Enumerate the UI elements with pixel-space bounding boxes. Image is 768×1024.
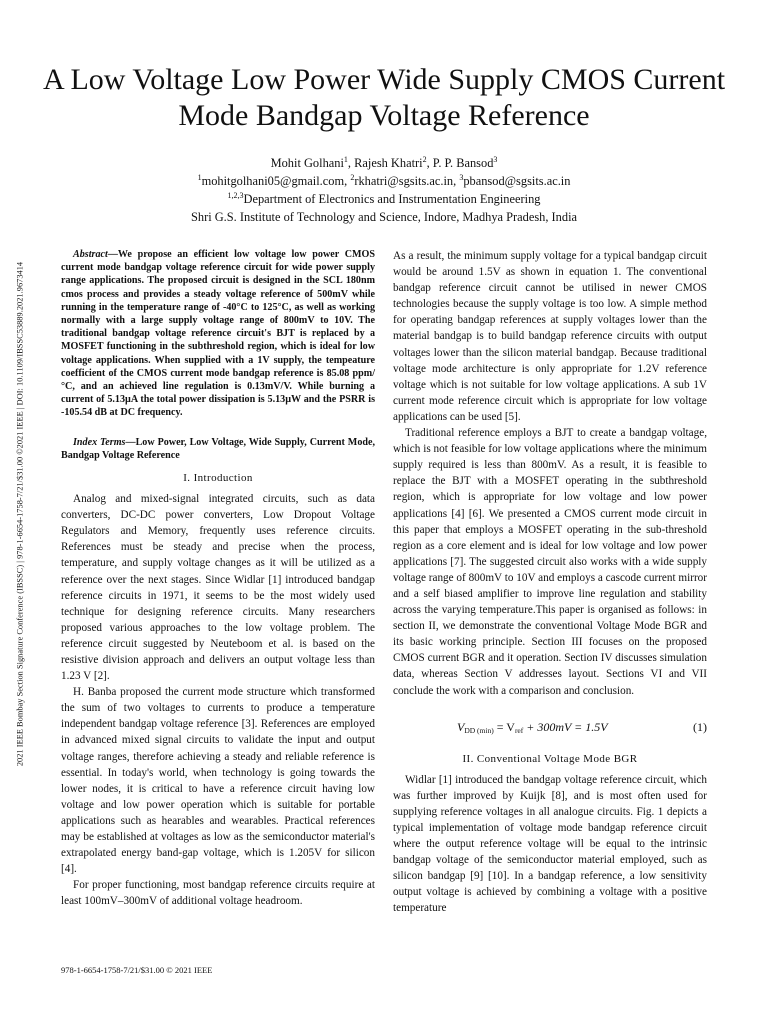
equation-number: (1) — [693, 719, 707, 734]
author-institute: Shri G.S. Institute of Technology and Science, Indore, Madhya Pradesh, India — [190, 210, 578, 224]
index-terms-text: —Low Power, Low Voltage, Wide Supply, Current Mode, Bandgap Voltage Reference — [61, 436, 375, 461]
eq-rest: + 300mV = 1.5V — [523, 719, 608, 734]
left-column — [61, 248, 375, 909]
email-3: pbansod@sgsits.ac.in — [463, 174, 571, 188]
affiliation-sup: 1,2,3 — [227, 191, 244, 200]
author-2: Rajesh Khatri — [354, 156, 423, 170]
eq-symbol-vdd: V — [457, 719, 465, 734]
section-heading-conventional-bgr: II. Conventional Voltage Mode BGR — [462, 752, 638, 765]
author-3: P. P. Bansod — [432, 156, 494, 170]
index-terms-label: Index Terms — [73, 436, 126, 448]
author-department — [60, 190, 708, 208]
paragraph: For proper functioning, most bandgap reference circuits require at least 100mV–300mV of additional voltage headroom. — [61, 879, 375, 908]
eq-sub-ref: ref — [514, 725, 524, 735]
index-terms — [61, 436, 375, 462]
author-1-sup: 1 — [343, 155, 348, 164]
right-column — [393, 248, 707, 916]
email-1-sup: 1 — [197, 173, 202, 182]
sidebar-text: 2021 IEEE Bombay Section Signature Conference (IBSSC) | 978-1-6654-1758-7/21/$31.00 ©2021 IEEE | DOI: 10.1109/IBSSC53889.2021.9673414 — [15, 261, 25, 767]
author-block — [60, 154, 708, 226]
abstract-label: Abstract — [73, 249, 108, 260]
paper-title: A Low Voltage Low Power Wide Supply CMOS Current Mode Bandgap Voltage Reference — [42, 63, 726, 132]
eq-sub-ddmin: DD (min) — [464, 725, 494, 735]
eq-equals-vref: = V — [493, 719, 515, 734]
author-emails — [60, 172, 708, 190]
paragraph: Analog and mixed-signal integrated circuits, such as data converters, DC-DC power converters, Low Dropout Voltage Regulators and Memory, frequently uses reference circuits. References must be steady and precise when the process, temperature, and supply voltage changes as it will be utilized as a reference over the next stages. Since Widlar [1] introduced bandgap reference circuits in 1971, it seems to be the most widely used technique for designing reference circuits. Many researchers proposed various approaches to the low voltage problem. The reference circuit suggested by Neuteboom et al. is based on the resistive division approach and delivers an output voltage less than 1.23 V [2]. — [61, 493, 375, 683]
equation-body — [457, 711, 608, 747]
conference-sidebar — [12, 200, 28, 828]
department-name: Department of Electronics and Instrumentation Engineering — [243, 192, 541, 206]
abstract-text: —We propose an efficient low voltage low power CMOS current mode bandgap voltage reference circuit for wide power supply range applications. The proposed circuit is designed in the SCL 180nm cmos process and provides a steady voltage reference of 500mV while running in the temperature range of -40°C to 125°C, as well as working normally with a large supply voltage range of 800mV to 10V. The traditional bandgap voltage reference circuit's BJT is replaced by a MOSFET functioning in the subthreshold region, which is ideal for low voltage applications. When supplied with a 1V supply, the tempeature coefficient of the CMOS current mode bandgap reference is 85.08 ppm/°C, and an achieved line regulation is 0.13mV/V. While burning a current of 5.13µA the total power dissipation is 5.13µW and the PSRR is -105.54 dB at DC frequency. — [61, 249, 375, 419]
author-names: Mohit Golhani$^1$, Rajesh Khatri$^2$, P. P. Bansod$^3$ — [270, 155, 498, 170]
author-2-sup: 2 — [422, 155, 427, 164]
paragraph: Traditional reference employs a BJT to create a bandgap voltage, which is not feasible for low voltage applications where the minimum supply required is less than 800mV. As a result, it is feasible to replace the BJT with a MOSFET operating in the subthreshold region, which is appropriate for low voltage and low power applications [4] [6]. We presented a CMOS current mode circuit in this paper that employs a MOSFET operating in the sub-threshold region as a core element and is ideal for low voltage and low power applications [7]. The suggested circuit also works with a wide supply voltage range of 800mV to 10V and employs a cascode current mirror and a self biased amplifier to improve line regulation and stability across the varying temperature.This paper is organised as follows: in section II, we demonstrate the conventional Voltage Mode BGR and its basic working principle. Section III focuses on the proposed CMOS current BGR and it operation. Section IV discusses simulation data, whereas Section V addresses layout. Sections VI and VII conclude the work with a comparison and conclusion. — [393, 427, 707, 697]
equation-1 — [393, 711, 707, 743]
section-heading-introduction: I. Introduction — [183, 472, 253, 485]
paragraph: H. Banba proposed the current mode structure which transformed the sum of two voltages to currents to produce a temperature independent bandgap voltage reference [3]. References are employed in advanced mixed signal circuits to validate the input and output voltage ranges, therefore achieving a steady and reliable reference is essential. In today's world, when technology is going towards the lower nodes, it is critical to have a reference circuit having low voltage and low power operation which is suitable for portable applications such as hearables and wearables. Practical references may be established at voltages as low as the semiconductor material's extrapolated energy band-gap voltage, which is 1.205V for silicon [4]. — [61, 686, 375, 876]
email-3-sup: 3 — [459, 173, 464, 182]
author-3-sup: 3 — [493, 155, 498, 164]
author-1: Mohit Golhani — [270, 156, 344, 170]
paragraph: Widlar [1] introduced the bandgap voltage reference circuit, which was further improved by Kuijk [8], and is most often used for supplying reference voltages in all analogue circuits. Fig. 1 depicts a typical implementation of voltage mode bandgap reference circuit where the output reference voltage will be equal to the intrinsic bandgap voltage of the semiconductor material employed, such as silicon bandgap [9] [10]. In a bandgap reference, a low sensitivity output voltage is achieved by combining a voltage with a positive temperature — [393, 773, 707, 915]
email-2-sup: 2 — [350, 173, 355, 182]
abstract — [61, 248, 375, 420]
page-footer: 978-1-6654-1758-7/21/$31.00 © 2021 IEEE — [61, 965, 213, 975]
email-2: rkhatri@sgsits.ac.in, — [354, 174, 457, 188]
paragraph: As a result, the minimum supply voltage for a typical bandgap circuit would be around 1.5V as shown in equation 1. The conventional bandgap reference circuit cannot be utilised in newer CMOS technologies because the supply voltage is too low. A simple method for operating bandgap references at supply voltages lower than the material bandgap is to build bandgap reference circuits with output voltages lower than the silicon material bandgap. Because traditional voltage mode architecture is only appropriate for 1.2V reference voltage which is not suitable for low voltage applications. A sub 1V current mode reference circuit which is appropriate for low voltage applications can be used [5]. — [393, 250, 707, 423]
email-1: mohitgolhani05@gmail.com, — [201, 174, 348, 188]
